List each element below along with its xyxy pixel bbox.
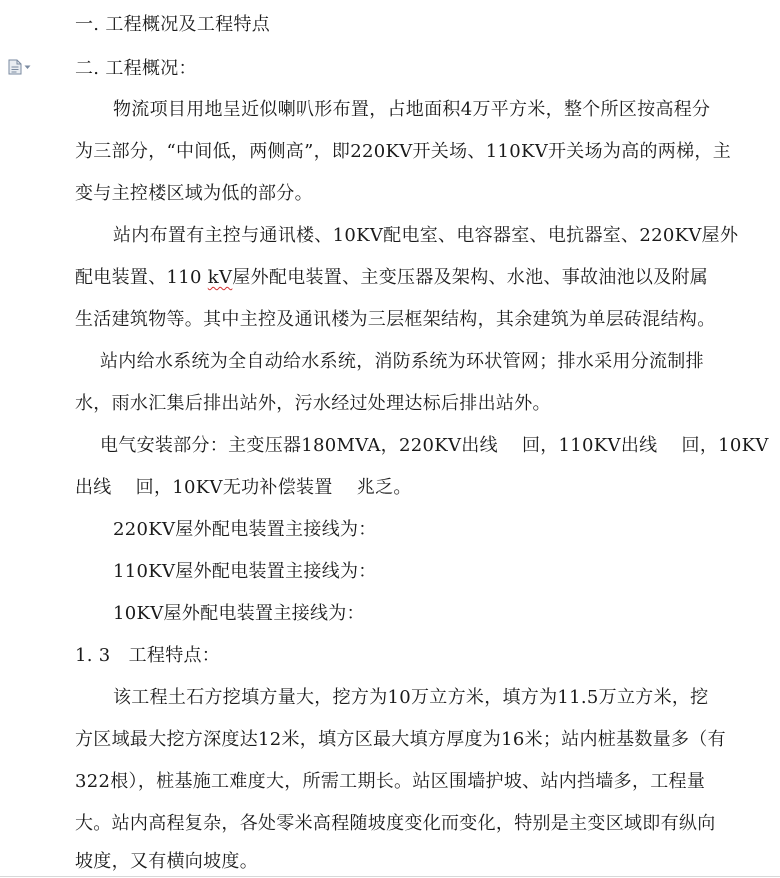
- paragraph-line: 物流项目用地呈近似喇叭形布置，占地面积4万平方米，整个所区按高程分: [113, 99, 711, 120]
- paragraph-line: 站内布置有主控与通讯楼、10KV配电室、电容器室、电抗器室、220KV屋外: [113, 225, 739, 246]
- paragraph-line: 生活建筑物等。其中主控及通讯楼为三层框架结构，其余建筑为单层砖混结构。: [75, 309, 716, 330]
- paragraph-line: [75, 266, 708, 290]
- paragraph-line: 方区域最大挖方深度达12米，填方区最大填方厚度为16米；站内桩基数量多（有: [75, 729, 726, 750]
- paragraph-line: 水，雨水汇集后排出站外，污水经过处理达标后排出站外。: [75, 393, 551, 414]
- paragraph-line: 该工程土石方挖填方量大，挖方为10万立方米，填方为11.5万立方米，挖: [113, 687, 709, 708]
- text-run: 配电装置、110: [75, 267, 208, 288]
- text-run: 屋外配电装置、主变压器及架构、水池、事故油池以及附属: [232, 267, 709, 288]
- spellcheck-flagged-word[interactable]: kV: [207, 267, 233, 288]
- wiring-line-220kv: 220KV屋外配电装置主接线为：: [113, 519, 377, 540]
- margin-icon-button[interactable]: [8, 59, 38, 75]
- paragraph-line: 电气安装部分：主变压器180MVA，220KV出线 回，110KV出线 回，10KV: [100, 435, 769, 456]
- paragraph-line: 322根），桩基施工难度大，所需工期长。站区围墙护坡、站内挡墙多，工程量: [75, 771, 706, 792]
- paragraph-line: 出线 回，10KV无功补偿装置 兆乏。: [75, 477, 412, 498]
- heading-project-features: 1. 3 工程特点：: [75, 645, 221, 666]
- wiring-line-110kv: 110KV屋外配电装置主接线为：: [113, 561, 377, 582]
- paragraph-line: 大。站内高程复杂，各处零米高程随坡度变化而变化，特别是主变区域即有纵向: [75, 813, 716, 834]
- heading-project-overview: 二. 工程概况：: [75, 58, 197, 79]
- heading-project-overview-and-features: 一. 工程概况及工程特点: [75, 14, 271, 35]
- paragraph-line: 为三部分，“中间低，两侧高”，即220KV开关场、110KV开关场为高的两梯，主: [75, 141, 732, 162]
- chevron-down-icon: [24, 65, 31, 70]
- wiring-line-10kv: 10KV屋外配电装置主接线为：: [113, 603, 365, 624]
- paragraph-line: 站内给水系统为全自动给水系统，消防系统为环状管网；排水采用分流制排: [100, 351, 704, 372]
- document-icon: [8, 59, 22, 75]
- paragraph-line: 变与主控楼区域为低的部分。: [75, 183, 313, 204]
- paragraph-line: 坡度，又有横向坡度。: [75, 851, 258, 872]
- page-bottom-divider: [0, 876, 780, 877]
